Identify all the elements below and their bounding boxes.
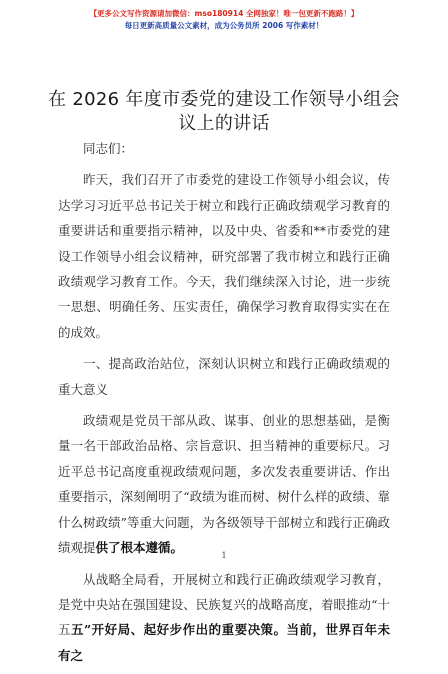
paragraph-2-text: 政绩观是党员干部从政、谋事、创业的思想基础，是衡量一名干部政治品格、宗旨意识、担当精神的重要标尺。习近平总书记高度重视政绩观问题，多次发表重要讲话、作出重要指示，深刻阐明了“政绩为谁而树、树什么样的政绩、靠什么树政绩”等重大问题，为各级领导干部树立和践行正确政绩观提 (58, 413, 390, 556)
paragraph-2-bold-text: 供了根本遵循。 (95, 540, 184, 556)
page-number: 1 (221, 551, 227, 560)
section-heading-1: 一、提高政治站位，深刻认识树立和践行正确政绩观的重大意义 (58, 356, 390, 397)
document-body (58, 136, 390, 674)
salutation: 同志们： (83, 141, 134, 156)
paragraph-1: 昨天，我们召开了市委党的建设工作领导小组会议，传达学习习近平总书记关于树立和践行正确政绩观学习教育的重要讲话和重要指示精神，以及中央、省委和**市委党的建设工作领导小组会议精神，研究部署了我市树立和践行正确政绩观学习教育工作。今天，我们继续深入讨论，进一步统一思想、明确任务、压实责任，确保学习教育取得实实在在的成效。 (58, 172, 390, 340)
paragraph-2 (58, 408, 390, 560)
document-title: 在 2026 年度市委党的建设工作领导小组会议上的讲话 (48, 89, 400, 134)
paragraph-3-bold-text: 五”开好局、起好步作出的重要决策。当前，世界百年未有之 (58, 622, 390, 663)
paragraph-3 (58, 567, 390, 669)
promo-banner-line-1: 【更多公文写作资源请加微信：mso180914 全网独家！唯一包更新不跑路！】 (89, 9, 359, 18)
promo-banner (0, 8, 448, 32)
promo-banner-line-2: 每日更新高质量公文素材，成为公务员所 2006 写作素材！ (124, 21, 324, 30)
paragraph-3-text: 从战略全局看，开展树立和践行正确政绩观学习教育，是党中央站在强国建设、民族复兴的战略高度，着眼推动“十五 (58, 571, 390, 638)
